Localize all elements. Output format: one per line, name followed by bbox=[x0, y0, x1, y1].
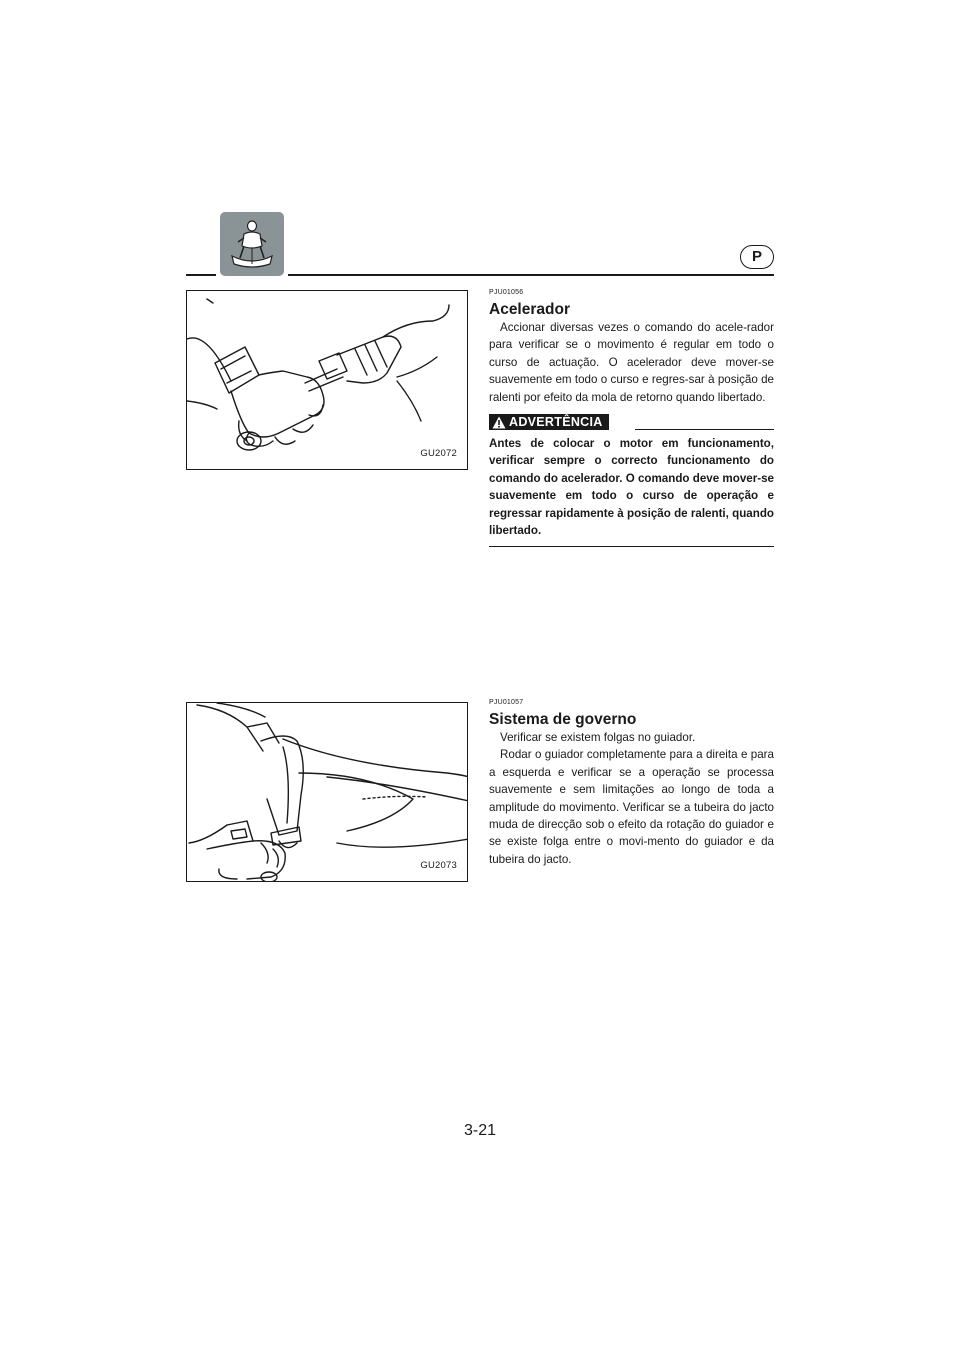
warning-rule bbox=[635, 429, 774, 430]
section-code: PJU01056 bbox=[489, 289, 524, 296]
section-code: PJU01057 bbox=[489, 699, 524, 706]
section-title: Acelerador bbox=[489, 301, 570, 318]
warning-header bbox=[489, 414, 774, 432]
warning-label: ADVERTÊNCIA bbox=[509, 415, 603, 430]
header-rule-right bbox=[288, 274, 774, 276]
watercraft-rider-icon bbox=[220, 212, 284, 276]
throttle-hand-illustration bbox=[187, 291, 468, 470]
language-badge: P bbox=[740, 245, 774, 269]
section-steering bbox=[489, 699, 774, 868]
section-paragraph: Verificar se existem folgas no guiador. bbox=[500, 731, 696, 744]
page-number: 3-21 bbox=[463, 1122, 497, 1139]
figure-steering bbox=[186, 702, 468, 882]
figure-code: GU2073 bbox=[420, 860, 457, 871]
section-title: Sistema de governo bbox=[489, 711, 637, 728]
steering-hands-illustration bbox=[187, 703, 468, 882]
section-paragraph: Accionar diversas vezes o comando do acele-rador para verificar se o movimento é regular em todo o curso de actuação. O acelerador deve mover-se suavemente em todo o curso e regres-sar à posição de ralenti por efeito da mola de retorno quando libertado. bbox=[489, 321, 774, 404]
section-throttle bbox=[489, 289, 774, 547]
warning-triangle-icon bbox=[492, 416, 506, 429]
warning-text: Antes de colocar o motor em funcionamento, verificar sempre o correcto funcionamento do comando do acelerador. O comando deve mover-se suavemente em todo o curso de operação e regressar rapidamente à posição de ralenti, quando libertado. bbox=[489, 437, 774, 538]
figure-throttle bbox=[186, 290, 468, 470]
section-paragraph: Rodar o guiador completamente para a direita e para a esquerda e verificar se a operação se processa suavemente e sem limitações ao longo de toda a amplitude do movimento. Verificar se a tubeira do jacto muda de direcção sob o efeito da rotação do guiador e se existe folga entre o movi-mento do guiador e da tubeira do jacto. bbox=[489, 748, 774, 866]
warning-badge bbox=[489, 414, 609, 430]
figure-code: GU2072 bbox=[420, 448, 457, 459]
warning-end-rule bbox=[489, 546, 774, 547]
header-rule-left bbox=[186, 274, 216, 276]
